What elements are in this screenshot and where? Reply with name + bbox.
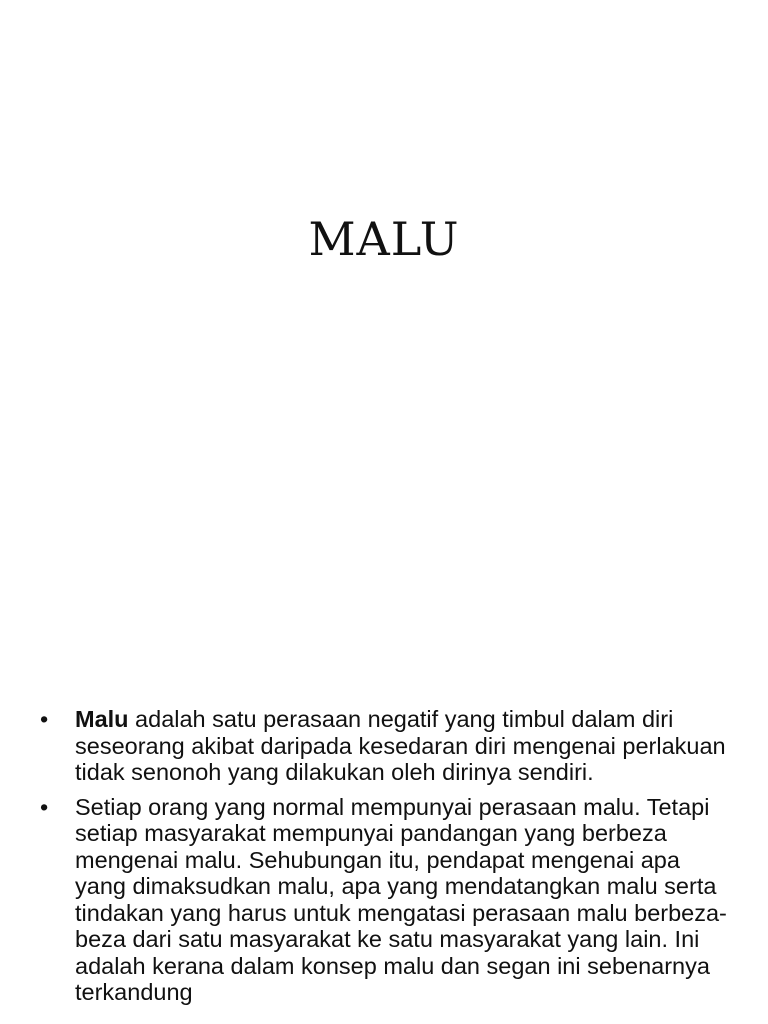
- bullet-text: Setiap orang yang normal mempunyai perasaan malu. Tetapi setiap masyarakat mempunyai pandangan yang berbeza mengenai malu. Sehubungan itu, pendapat mengenai apa yang dimaksudkan malu, apa yang mendatangkan malu serta tindakan yang harus untuk mengatasi perasaan malu berbeza-beza dari satu masyarakat ke satu masyarakat yang lain. Ini adalah kerana dalam konsep malu dan segan ini sebenarnya terkandung: [75, 793, 727, 1005]
- bullet-list: [40, 706, 730, 1014]
- bullet-marker: •: [40, 706, 49, 732]
- bullet-item: [40, 706, 730, 786]
- bullet-marker: •: [40, 793, 49, 820]
- bullet-item: [40, 794, 730, 1006]
- bullet-lead-term: Malu: [75, 706, 129, 732]
- slide-title: MALU: [308, 212, 460, 266]
- bullet-text: adalah satu perasaan negatif yang timbul dalam diri seseorang akibat daripada kesedaran diri mengenai perlakuan tidak senonoh yang dilakukan oleh dirinya sendiri.: [75, 706, 726, 785]
